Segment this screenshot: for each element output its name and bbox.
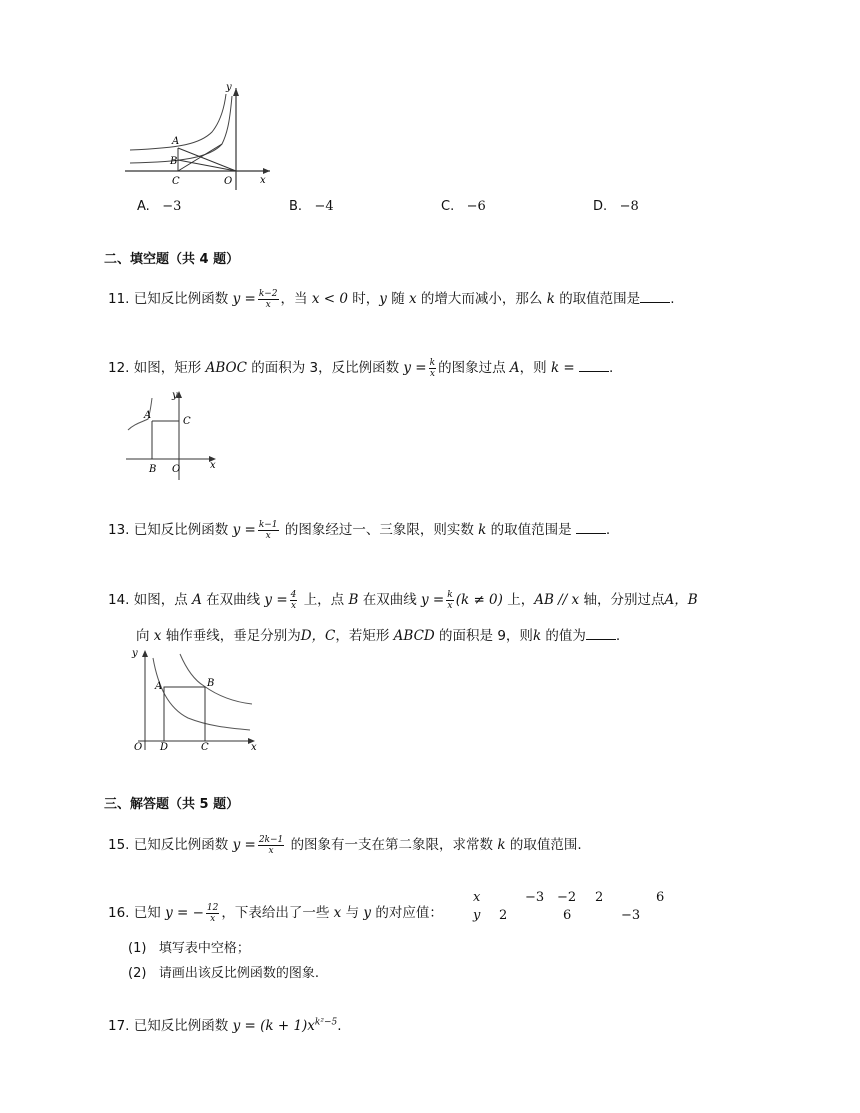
section-fill-in-title: 二、填空题（共 4 题） <box>104 252 240 267</box>
fig14-x: x <box>251 742 257 753</box>
q16-subquestion-2: (2) 请画出该反比例函数的图象. <box>128 966 319 981</box>
q11-answer-blank[interactable] <box>640 290 670 303</box>
fig10-x: x <box>260 175 266 186</box>
fig12-B: B <box>149 464 157 475</box>
fig12-y: y <box>172 390 178 401</box>
q16-value-table <box>470 890 680 930</box>
question-11: 11. 已知反比例函数 y = $\frac{k-2}{x}$ ，当 x < 0 时，y 随 x 的增大而减小，那么 k 的取值范围是 . <box>108 288 675 310</box>
question-12: 12. 如图，矩形 ABOC 的面积为 3，反比例函数 y = $\frac{k}{x}$ 的图象过点 A，则 k = . <box>108 357 614 379</box>
fig10-A: A <box>172 136 180 147</box>
q10-figure <box>120 82 280 192</box>
fig12-O: O <box>172 464 181 475</box>
table-x-cell: −3 <box>525 890 545 905</box>
question-13: 13. 已知反比例函数 y = $\frac{k-1}{x}$ 的图象经过一、三象限，则实数 k 的取值范围是 . <box>108 519 611 541</box>
question-14: 14. 如图，点 A 在双曲线 y = $\frac{4}{x}$ 上，点 B 在双曲线 y = $\frac{k}{x}$ (k ≠ 0) 上，AB // x 轴，分别过点A，B <box>108 589 698 611</box>
q10-option-d[interactable]: D. −8 <box>593 199 639 214</box>
table-y-cell: 6 <box>563 908 572 923</box>
q13-answer-blank[interactable] <box>576 521 606 534</box>
question-16: 16. 已知 y = − $\frac{12}{x}$ ，下表给出了一些 x 与 y 的对应值： <box>108 902 443 924</box>
fig12-A: A <box>144 410 152 421</box>
q10-option-c[interactable]: C. −6 <box>441 199 486 214</box>
q14-answer-blank[interactable] <box>586 627 616 640</box>
q12-figure <box>124 388 224 483</box>
fig10-B: B <box>170 156 178 167</box>
fig14-C: C <box>201 742 209 753</box>
question-17: 17. 已知反比例函数 $y = (k + 1)x^{k^2-5}$. <box>108 1017 342 1034</box>
q14-figure <box>128 646 263 754</box>
table-x-cell: 6 <box>656 890 665 905</box>
q16-subquestion-1: (1) 填写表中空格； <box>128 941 250 956</box>
question-14-line2: 向 x 轴作垂线，垂足分别为D，C，若矩形 ABCD 的面积是 9，则k 的值为 . <box>136 628 621 644</box>
fig12-x: x <box>210 460 216 471</box>
fig14-y: y <box>132 648 138 659</box>
table-y-cell: 2 <box>499 908 508 923</box>
fig10-y: y <box>226 82 232 93</box>
table-x-cell: 2 <box>595 890 604 905</box>
fig14-O: O <box>134 742 143 753</box>
q10-option-a[interactable]: A. −3 <box>137 199 182 214</box>
fig14-B: B <box>207 678 215 689</box>
table-y-cell: −3 <box>621 908 641 923</box>
section-answer-title: 三、解答题（共 5 题） <box>104 797 240 812</box>
table-y-header: y <box>473 908 481 923</box>
q10-option-b[interactable]: B. −4 <box>289 199 334 214</box>
fig14-D: D <box>160 742 169 753</box>
fig14-A: A <box>155 681 163 692</box>
table-x-header: x <box>473 890 481 905</box>
q12-answer-blank[interactable] <box>579 359 609 372</box>
table-x-cell: −2 <box>557 890 577 905</box>
question-15: 15. 已知反比例函数 y = $\frac{2k-1}{x}$ 的图象有一支在第二象限，求常数 k 的取值范围. <box>108 834 582 856</box>
fig10-O: O <box>224 176 233 187</box>
fig12-C: C <box>183 416 191 427</box>
fig10-C: C <box>172 176 180 187</box>
